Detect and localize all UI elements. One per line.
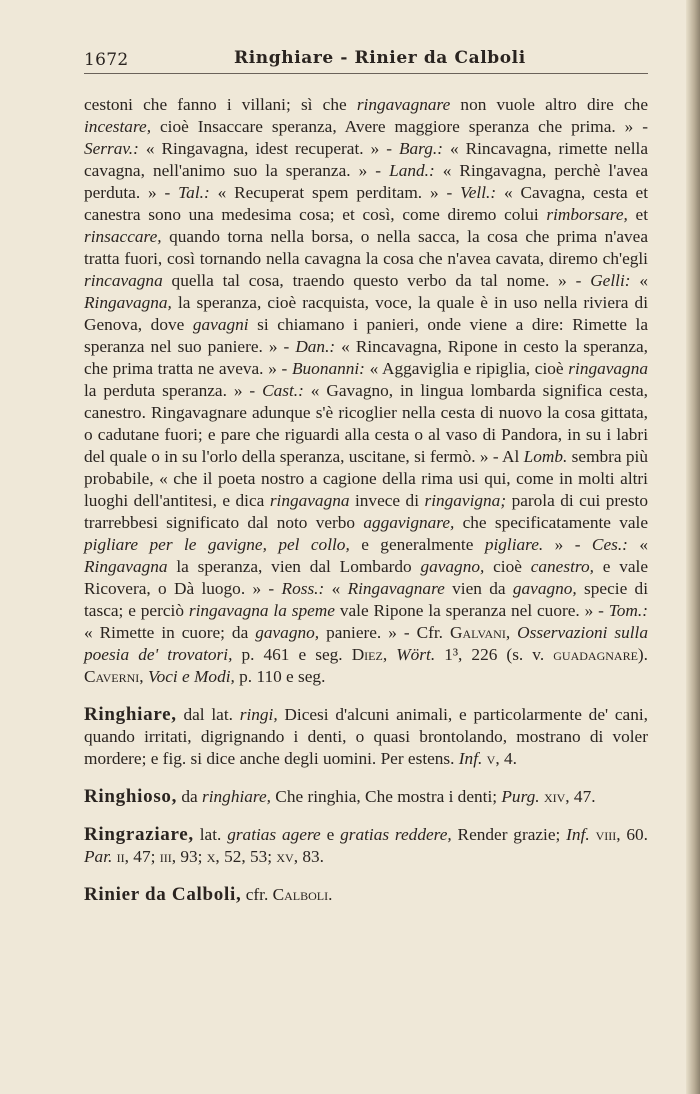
small-caps-text: xv: [276, 847, 294, 866]
small-caps-text: Galvani,: [450, 623, 511, 642]
italic-text: Voci e Modi,: [147, 667, 235, 686]
italic-text: ringhiare,: [202, 787, 271, 806]
text-run: cioè Insaccare speranza, Avere maggiore speranza che prima. » -: [151, 117, 648, 136]
italic-text: pigliare.: [484, 535, 544, 554]
text-run: lat.: [193, 825, 228, 844]
italic-text: Buonanni:: [291, 359, 365, 378]
italic-text: gavagno,: [512, 579, 577, 598]
text-run: e vale Ricovera, o Dà luogo. » -: [84, 557, 648, 598]
text-run: dal lat.: [176, 705, 240, 724]
italic-text: incestare,: [84, 117, 152, 136]
italic-text: ringavigna;: [424, 491, 507, 510]
text-run: « Rincavagna, rimette nella cavagna, nell'animo suo la speranza. » -: [84, 139, 649, 180]
text-run: che specificatamente vale: [454, 513, 649, 532]
text-run: cestoni che fanno i villani; sì che: [84, 95, 357, 114]
italic-text: gavagni: [192, 315, 249, 334]
text-run: quella tal cosa, traendo questo verbo da tal nome. » -: [162, 271, 591, 290]
entry-headword: Ringraziare,: [84, 824, 194, 845]
text-run: e: [320, 825, 341, 844]
text-run: cfr.: [241, 885, 273, 904]
text-run: «: [324, 579, 348, 598]
text-run: , 93;: [171, 847, 207, 866]
text-run: paniere. » - Cfr.: [319, 623, 450, 642]
italic-text: Tal.:: [178, 183, 210, 202]
text-run: la perduta speranza. » -: [84, 381, 263, 400]
italic-text: Par.: [84, 847, 113, 866]
text-run: , 47.: [565, 787, 596, 806]
text-run: « Aggaviglia e ripiglia, cioè: [364, 359, 569, 378]
italic-text: Vell.:: [460, 183, 497, 202]
italic-text: Barg.:: [398, 139, 443, 158]
small-caps-text: guadagnare: [553, 645, 638, 664]
text-run: ).: [637, 645, 648, 664]
italic-text: gratias agere: [227, 825, 321, 844]
text-run: sembra più probabile, « che il poeta nostro a cagione della rima usi qui, come in molti altri luoghi dell'antitesi, e dica: [84, 447, 648, 510]
small-caps-text: viii: [595, 825, 617, 844]
entry-headword: Ringhiare,: [84, 704, 177, 725]
book-spine-shadow: [686, 0, 700, 1094]
text-run: « Rimette in cuore; da: [84, 623, 256, 642]
text-run: cioè: [484, 557, 531, 576]
text-run: quando torna nella borsa, o nella sacca, la cosa che prima n'avea tratta fuori, così tornando nella cavagna la cosa che n'avea cavata, diremo ch'egli: [84, 227, 648, 268]
text-run: , 52, 53;: [215, 847, 277, 866]
dictionary-entries: [84, 704, 648, 906]
italic-text: Ringavagna: [84, 557, 168, 576]
text-run: [387, 645, 396, 664]
running-title: Ringhiare - Rinier da Calboli: [234, 48, 526, 68]
text-run: « Ringavagna, perchè l'avea perduta. » -: [84, 161, 648, 202]
text-run: «: [630, 271, 648, 290]
text-run: non vuole altro dire che: [450, 95, 648, 114]
small-caps-text: v: [486, 749, 496, 768]
text-run: vale Ripone la speranza nel cuore. » -: [334, 601, 609, 620]
text-run: si chiamano i panieri, onde viene a dire: Rimette la speranza nel suo paniere. » -: [84, 315, 648, 356]
small-caps-text: ii: [116, 847, 125, 866]
italic-text: Tom.:: [608, 601, 648, 620]
text-run: Render grazie;: [451, 825, 567, 844]
dictionary-entry: [84, 704, 648, 770]
text-run: «: [627, 535, 648, 554]
italic-text: Lomb.: [523, 447, 568, 466]
text-run: « Cavagna, cesta et canestra sono una medesima cosa; et così, come diremo colui: [84, 183, 649, 224]
text-run: invece di: [349, 491, 425, 510]
text-run: e generalmente: [349, 535, 485, 554]
text-run: « Recuperat spem perditam. » -: [209, 183, 461, 202]
text-run: , 83.: [293, 847, 324, 866]
small-caps-text: Calboli.: [272, 885, 333, 904]
text-run: la speranza, vien dal Lombardo: [167, 557, 421, 576]
text-run: « Rincavagna, Ripone in cesto la speranza, che prima tratta ne aveva. » -: [84, 337, 648, 378]
italic-text: Dan.:: [295, 337, 336, 356]
italic-text: Purg.: [501, 787, 540, 806]
italic-text: ringavagnare: [356, 95, 451, 114]
text-run: specie di tasca; e perciò: [84, 579, 649, 620]
italic-text: gratias reddere,: [340, 825, 452, 844]
text-run: » -: [543, 535, 592, 554]
entry-headword: Ringhioso,: [84, 786, 178, 807]
italic-text: ringavagna: [269, 491, 350, 510]
continuation-paragraph: [84, 94, 648, 688]
italic-text: canestro,: [530, 557, 594, 576]
italic-text: rimborsare,: [546, 205, 628, 224]
text-run: da: [177, 787, 203, 806]
italic-text: rinsaccare,: [84, 227, 162, 246]
text-run: vien da: [444, 579, 513, 598]
italic-text: ringavagna la speme: [188, 601, 335, 620]
italic-text: Ces.:: [591, 535, 628, 554]
italic-text: Ross.:: [281, 579, 325, 598]
small-caps-text: Diez,: [351, 645, 388, 664]
italic-text: Inf.: [458, 749, 483, 768]
small-caps-text: iii: [159, 847, 172, 866]
small-caps-text: x: [206, 847, 216, 866]
italic-text: Ringavagna,: [84, 293, 172, 312]
italic-text: Gelli:: [590, 271, 631, 290]
text-run: , 47;: [124, 847, 160, 866]
text-run: Dicesi d'alcuni animali, e particolarmente de' cani, quando irritati, digrignando i denti, o quasi brontolando, mostrano di voler mordere; e fig. si dice anche degli uomini. Per estens.: [84, 705, 648, 768]
italic-text: gavagno,: [420, 557, 485, 576]
text-run: 1³, 226 (s. v.: [435, 645, 554, 664]
text-run: , 60.: [616, 825, 648, 844]
header-rule: [84, 73, 648, 74]
text-run: p. 110 e seg.: [234, 667, 326, 686]
italic-text: Ringavagnare: [347, 579, 445, 598]
dictionary-entry: [84, 786, 648, 808]
italic-text: Osservazioni sulla poesia de' trovatori,: [84, 623, 648, 664]
italic-text: pigliare per le gavigne, pel collo,: [84, 535, 350, 554]
page-body: [84, 94, 648, 906]
text-run: Che ringhia, Che mostra i denti;: [270, 787, 502, 806]
text-run: la speranza, cioè racquista, voce, la quale è in uso nella riviera di Genova, dove: [84, 293, 648, 334]
italic-text: Inf.: [566, 825, 590, 844]
text-run: p. 461 e seg.: [232, 645, 352, 664]
italic-text: aggavignare,: [363, 513, 455, 532]
dictionary-entry: [84, 884, 648, 906]
small-caps-text: Caverni,: [84, 667, 144, 686]
italic-text: ringavagna: [568, 359, 648, 378]
page-header: [84, 48, 648, 78]
small-caps-text: xiv: [543, 787, 566, 806]
text-run: « Ringavagna, idest recuperat. » -: [138, 139, 399, 158]
entry-headword: Rinier da Calboli,: [84, 884, 242, 905]
text-run: « Gavagno, in lingua lombarda significa cesta, canestro. Ringavagnare adunque s'è ricoglier nella cesta di nuovo la cosa gittata, o cadutane fuori; e pare che riguardi alla cesta o al vaso di Pandora, in su i labri del quale o in su l'orlo della speranza, uscitane, si fermò. » - Al: [84, 381, 648, 466]
italic-text: Cast.:: [262, 381, 304, 400]
text-run: et: [627, 205, 649, 224]
italic-text: ringi,: [239, 705, 278, 724]
text-run: parola di cui presto trarrebbesi significato dal noto verbo: [84, 491, 648, 532]
italic-text: Serrav.:: [84, 139, 139, 158]
italic-text: Wört.: [396, 645, 436, 664]
dictionary-entry: [84, 824, 648, 868]
italic-text: Land.:: [389, 161, 435, 180]
italic-text: gavagno,: [255, 623, 320, 642]
italic-text: rincavagna: [84, 271, 163, 290]
page-number: 1672: [84, 50, 129, 70]
text-run: , 4.: [495, 749, 517, 768]
